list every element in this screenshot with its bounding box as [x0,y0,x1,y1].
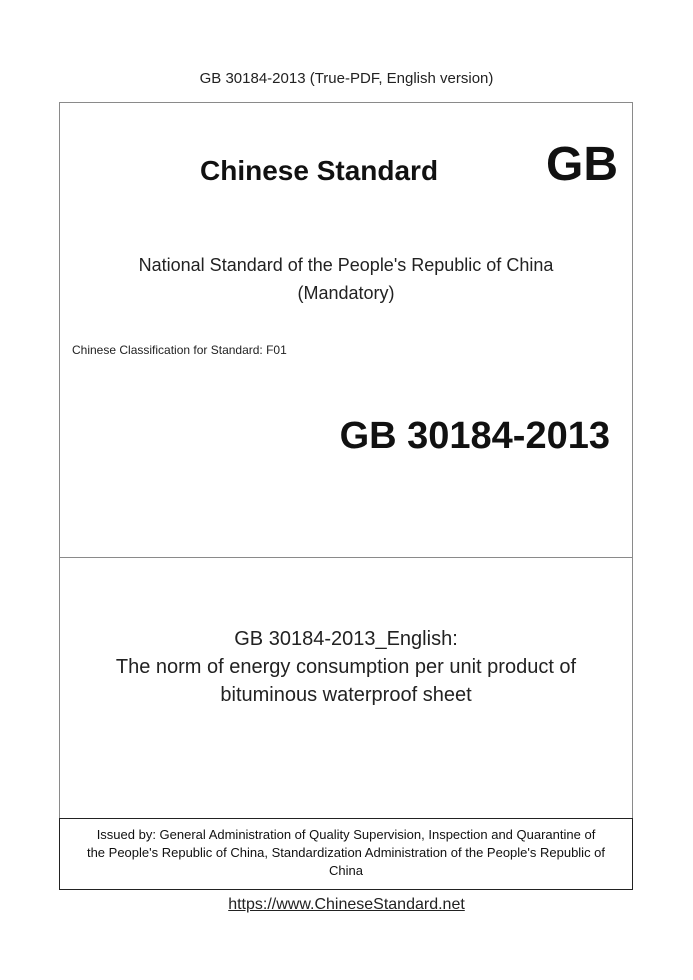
issuer-line1: Issued by: General Administration of Quality Supervision, Inspection and Quarantine of [96,827,596,842]
brand-gb-mark: GB [546,138,618,191]
document-title [60,625,632,709]
national-standard-line1: National Standard of the People's Republic of China [138,255,554,275]
issuer-box [59,818,633,890]
brand-title: Chinese Standard [200,155,439,186]
document-title-line3: bituminous waterproof sheet [220,684,472,706]
national-standard-label [60,251,632,307]
document-title-line1: GB 30184-2013_English: [234,628,458,650]
document-title-line2: The norm of energy consumption per unit product of [115,656,577,678]
classification-label: Chinese Classification for Standard: F01 [72,343,287,357]
document-title-box [59,557,633,819]
national-standard-line2: (Mandatory) [297,283,395,303]
issuer-line2: the People's Republic of China, Standardization Administration of the People's Republic of [86,845,606,860]
cover-box [59,102,633,558]
page-header-title: GB 30184-2013 (True-PDF, English version) [199,70,494,87]
standard-code: GB 30184-2013 [339,415,610,457]
website-link[interactable]: https://www.ChineseStandard.net [228,896,465,913]
issuer-line3: China [329,863,363,878]
